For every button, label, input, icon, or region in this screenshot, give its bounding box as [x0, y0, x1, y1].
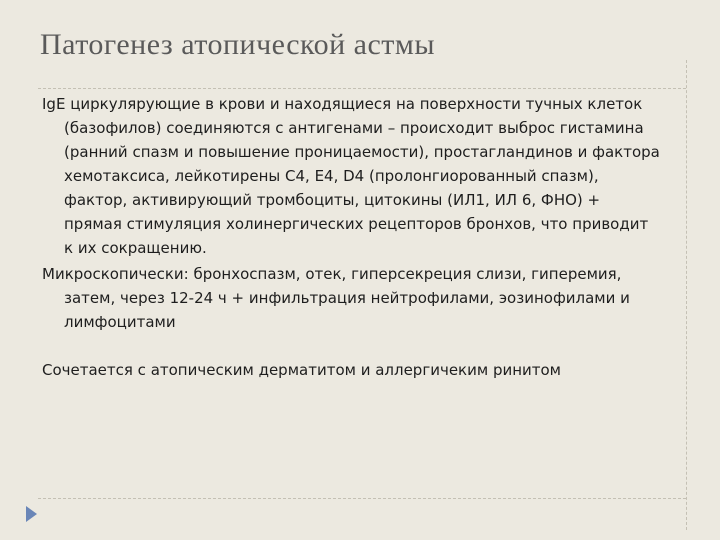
spacer: [42, 334, 662, 358]
paragraph-comorbidity: Сочетается с атопическим дерматитом и аллергичеким ринитом: [42, 361, 562, 379]
paragraph-ige: IgE циркулярующие в крови и находящиеся на поверхности тучных клеток (базофилов) соединяются с антигенами – происходит выброс гистамина (ранний спазм и повышение проницаемости), простагландинов и фактора хемотаксиса, лейкотирены С4, Е4, D4 (пролонгиорованный спазм), фактор, активирующий тромбоциты, цитокины (ИЛ1, ИЛ 6, ФНО) + прямая стимуляция холинергических рецепторов бронхов, что приводит к их сокращению.: [42, 95, 660, 257]
paragraph-microscopy: Микроскопически: бронхоспазм, отек, гиперсекреция слизи, гиперемия, затем, через 12-24 ч + инфильтрация нейтрофилами, эозинофилами и лимфоцитами: [42, 265, 630, 331]
title-divider: [38, 88, 686, 89]
right-divider: [686, 60, 687, 530]
slide-content: [42, 92, 662, 382]
slide-title: Патогенез атопической астмы: [40, 28, 436, 61]
bottom-divider: [38, 498, 686, 499]
triangle-right-icon[interactable]: [26, 506, 37, 522]
